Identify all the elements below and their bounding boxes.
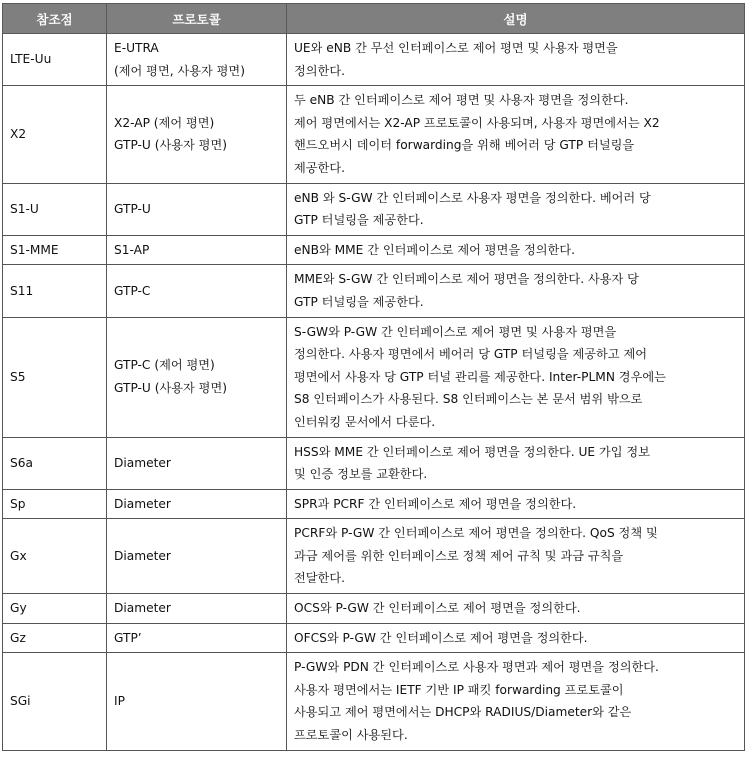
- description-line: S8 인터페이스가 사용된다. S8 인터페이스는 본 문서 범위 밖으로: [294, 392, 643, 407]
- table-row: [3, 623, 745, 653]
- description-line: 인터워킹 문서에서 다룬다.: [294, 414, 436, 429]
- protocol-line: GTP-U: [114, 201, 151, 216]
- reference-point-cell: S1-U: [3, 183, 107, 235]
- header-row: [3, 4, 745, 34]
- description-line: 프로토콜이 사용된다.: [294, 728, 408, 743]
- protocol-cell: [107, 594, 287, 624]
- protocol-line: GTP-C: [114, 283, 151, 298]
- interface-table-container: [2, 3, 745, 751]
- description-line: 정의한다.: [294, 63, 345, 78]
- table-row: [3, 317, 745, 437]
- description-line: SPR과 PCRF 간 인터페이스로 제어 평면을 정의한다.: [294, 496, 577, 511]
- protocol-cell: [107, 623, 287, 653]
- description-cell: [287, 519, 745, 594]
- description-line: 핸드오버시 데이터 forwarding을 위해 베어러 당 GTP 터널링을: [294, 138, 635, 153]
- description-line: 두 eNB 간 인터페이스로 제어 평면 및 사용자 평면을 정의한다.: [294, 93, 629, 108]
- table-row: [3, 653, 745, 750]
- description-line: 및 인증 정보를 교환한다.: [294, 467, 428, 482]
- protocol-cell: [107, 265, 287, 317]
- protocol-line: GTP’: [114, 630, 142, 645]
- description-cell: [287, 34, 745, 86]
- protocol-cell: [107, 34, 287, 86]
- protocol-line: E-UTRA: [114, 41, 159, 55]
- description-line: 제공한다.: [294, 160, 345, 175]
- description-cell: [287, 594, 745, 624]
- description-line: MME와 S-GW 간 인터페이스로 제어 평면을 정의한다. 사용자 당: [294, 272, 639, 287]
- description-line: 제어 평면에서는 X2-AP 프로토콜이 사용되며, 사용자 평면에서는 X2: [294, 115, 660, 130]
- description-line: 사용자 평면에서는 IETF 기반 IP 패킷 forwarding 프로토콜이: [294, 682, 624, 697]
- description-cell: [287, 317, 745, 437]
- protocol-line: X2-AP (제어 평면): [114, 115, 215, 130]
- reference-point-cell: S1-MME: [3, 235, 107, 265]
- protocol-line: Diameter: [114, 496, 171, 511]
- description-cell: [287, 653, 745, 750]
- description-line: eNB와 MME 간 인터페이스로 제어 평면을 정의한다.: [294, 242, 575, 257]
- header-description: 설명: [287, 4, 745, 34]
- table-row: [3, 265, 745, 317]
- protocol-line: GTP-U (사용자 평면): [114, 138, 227, 153]
- reference-point-table: [2, 3, 745, 751]
- table-row: [3, 34, 745, 86]
- protocol-cell: [107, 317, 287, 437]
- reference-point-cell: X2: [3, 86, 107, 183]
- description-cell: [287, 265, 745, 317]
- description-cell: [287, 86, 745, 183]
- protocol-line: Diameter: [114, 548, 171, 563]
- table-row: [3, 183, 745, 235]
- description-line: HSS와 MME 간 인터페이스로 제어 평면을 정의한다. UE 가입 정보: [294, 444, 650, 459]
- description-cell: [287, 437, 745, 489]
- description-line: P-GW와 PDN 간 인터페이스로 사용자 평면과 제어 평면을 정의한다.: [294, 660, 659, 675]
- table-row: [3, 235, 745, 265]
- table-row: [3, 489, 745, 519]
- description-line: GTP 터널링을 제공한다.: [294, 213, 424, 228]
- description-cell: [287, 183, 745, 235]
- protocol-line: IP: [114, 694, 125, 709]
- description-line: 정의한다. 사용자 평면에서 베어러 당 GTP 터널링을 제공하고 제어: [294, 347, 647, 362]
- table-row: [3, 437, 745, 489]
- description-cell: [287, 623, 745, 653]
- table-row: [3, 86, 745, 183]
- protocol-cell: [107, 235, 287, 265]
- protocol-cell: [107, 653, 287, 750]
- description-line: 과금 제어를 위한 인터페이스로 정책 제어 규칙 및 과금 규칙을: [294, 548, 624, 563]
- description-line: S-GW와 P-GW 간 인터페이스로 제어 평면 및 사용자 평면을: [294, 324, 617, 339]
- table-row: [3, 594, 745, 624]
- protocol-cell: [107, 86, 287, 183]
- table-header: [3, 4, 745, 34]
- protocol-cell: [107, 489, 287, 519]
- description-line: 평면에서 사용자 당 GTP 터널 관리를 제공한다. Inter-PLMN 경우에는: [294, 369, 666, 384]
- header-reference-point: 참조점: [3, 4, 107, 34]
- protocol-line: GTP-C (제어 평면): [114, 358, 215, 373]
- protocol-line: Diameter: [114, 455, 171, 470]
- reference-point-cell: Gy: [3, 594, 107, 624]
- protocol-cell: [107, 183, 287, 235]
- description-line: OFCS와 P-GW 간 인터페이스로 제어 평면을 정의한다.: [294, 630, 588, 645]
- reference-point-cell: S5: [3, 317, 107, 437]
- protocol-line: GTP-U (사용자 평면): [114, 381, 227, 396]
- header-protocol: 프로토콜: [107, 4, 287, 34]
- protocol-cell: [107, 437, 287, 489]
- reference-point-cell: SGi: [3, 653, 107, 750]
- description-line: UE와 eNB 간 무선 인터페이스로 제어 평면 및 사용자 평면을: [294, 41, 618, 55]
- description-line: 전달한다.: [294, 571, 345, 586]
- protocol-line: Diameter: [114, 601, 171, 616]
- reference-point-cell: S6a: [3, 437, 107, 489]
- description-cell: [287, 489, 745, 519]
- protocol-line: S1-AP: [114, 242, 150, 257]
- description-line: OCS와 P-GW 간 인터페이스로 제어 평면을 정의한다.: [294, 601, 581, 616]
- table-row: [3, 519, 745, 594]
- description-line: eNB 와 S-GW 간 인터페이스로 사용자 평면을 정의한다. 베어러 당: [294, 190, 651, 205]
- description-line: 사용되고 제어 평면에서는 DHCP와 RADIUS/Diameter와 같은: [294, 705, 632, 720]
- description-line: PCRF와 P-GW 간 인터페이스로 제어 평면을 정의한다. QoS 정책 및: [294, 526, 658, 541]
- description-cell: [287, 235, 745, 265]
- reference-point-cell: Sp: [3, 489, 107, 519]
- protocol-line: (제어 평면, 사용자 평면): [114, 63, 245, 78]
- reference-point-cell: Gx: [3, 519, 107, 594]
- reference-point-cell: S11: [3, 265, 107, 317]
- reference-point-cell: LTE-Uu: [3, 34, 107, 86]
- table-body: [3, 34, 745, 751]
- description-line: GTP 터널링을 제공한다.: [294, 294, 424, 309]
- reference-point-cell: Gz: [3, 623, 107, 653]
- protocol-cell: [107, 519, 287, 594]
